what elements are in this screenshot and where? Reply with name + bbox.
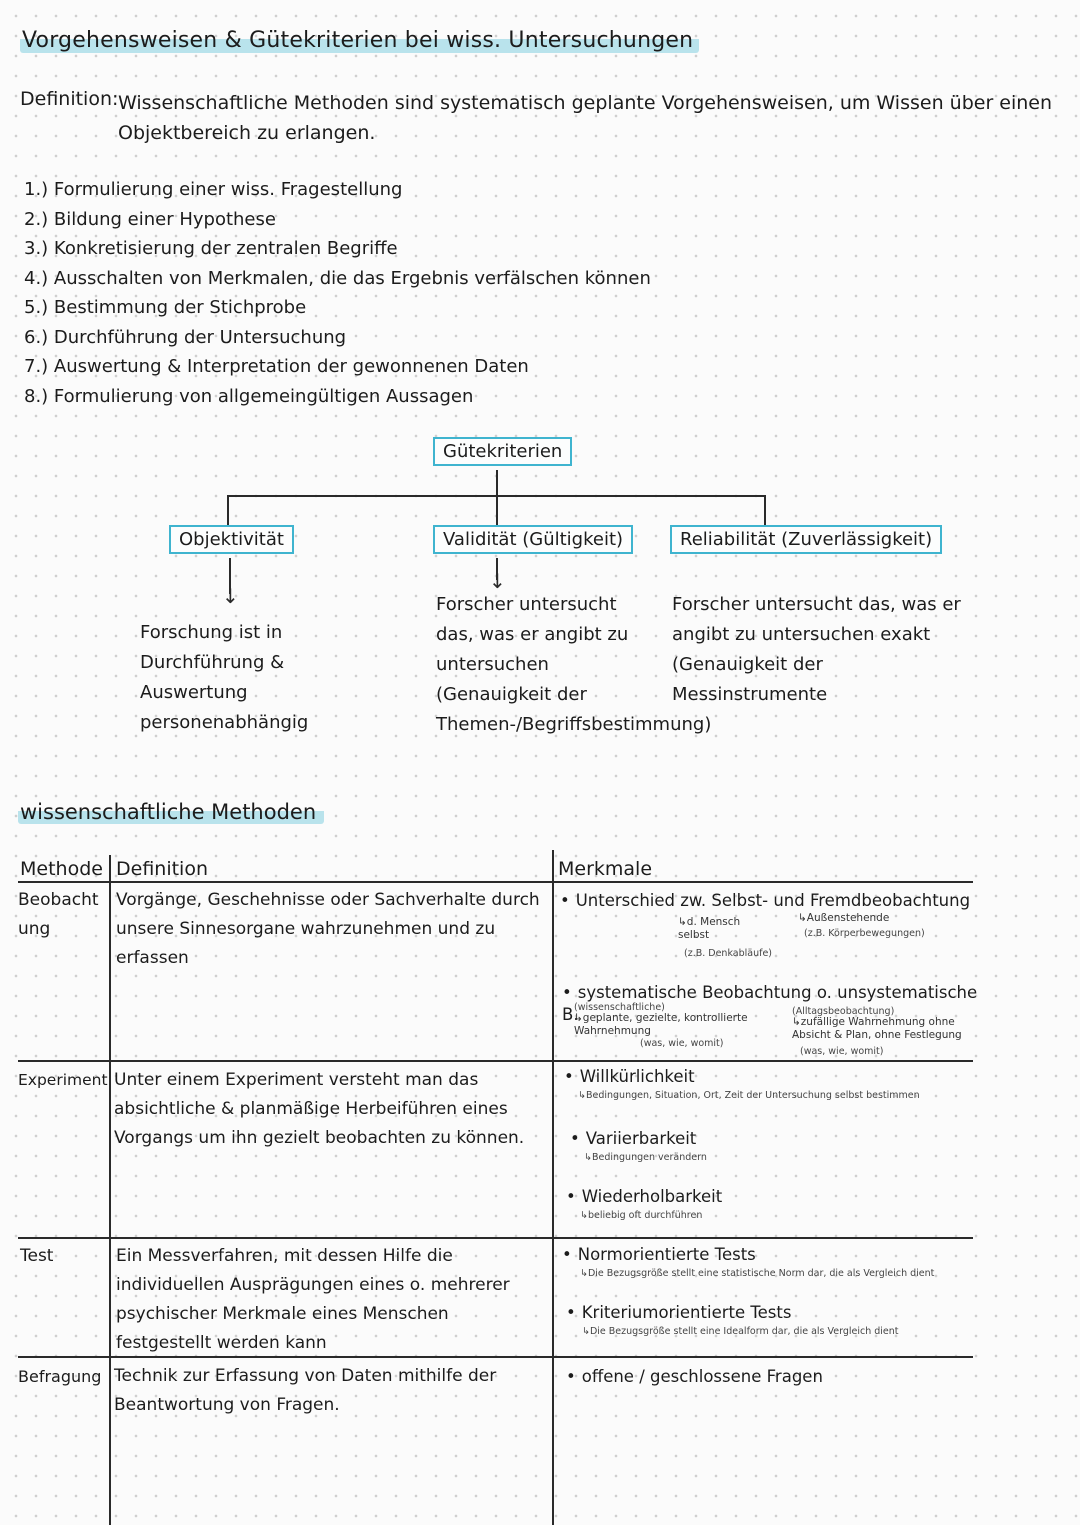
method-name: Experiment xyxy=(18,1071,108,1089)
validitaet-text: Forscher untersucht das, was er angibt zu untersuchen (Genauigkeit der Themen-/Begriffsbestimmung) xyxy=(436,594,712,735)
feature-example: (z.B. Denkabläufe) xyxy=(684,948,773,959)
step-item: 1.) Formulierung einer wiss. Fragestellung xyxy=(24,179,403,200)
feature-sub: ↳Bedingungen, Situation, Ort, Zeit der Untersuchung selbst bestimmen xyxy=(578,1090,920,1101)
method-definition: Ein Messverfahren, mit dessen Hilfe die individuellen Ausprägungen eines o. mehrerer psychischer Merkmale eines Menschen festgestellt werden kann xyxy=(116,1246,510,1353)
step-item: 2.) Bildung einer Hypothese xyxy=(24,208,276,230)
feature-item: • Wiederholbarkeit xyxy=(566,1186,722,1208)
table-header: Merkmale xyxy=(558,858,653,880)
feature-item: • Variierbarkeit xyxy=(570,1128,696,1150)
objektivitaet-box: Objektivität xyxy=(169,525,294,554)
table-header: Methode xyxy=(20,858,103,880)
table-row-rule xyxy=(18,1237,973,1239)
step-item: 4.) Ausschalten von Merkmalen, die das Ergebnis verfälschen können xyxy=(24,267,651,289)
page-title: Vorgehensweisen & Gütekriterien bei wiss. Untersuchungen xyxy=(20,28,699,53)
reliabilitaet-box: Reliabilität (Zuverlässigkeit) xyxy=(670,525,942,554)
objektivitaet-text: Forschung ist in Durchführung & Auswertung personenabhängig xyxy=(140,622,309,733)
feature-sub: ↳beliebig oft durchführen xyxy=(580,1210,703,1221)
method-name: Beobachtung xyxy=(18,890,99,939)
feature-sub: ↳Die Bezugsgröße stellt eine Idealform dar, die als Vergleich dient xyxy=(582,1326,899,1337)
feature-example: (was, wie, womit) xyxy=(800,1046,884,1057)
feature-example: (was, wie, womit) xyxy=(640,1038,724,1049)
step-item: 3.) Konkretisierung der zentralen Begriffe xyxy=(24,238,398,259)
feature-item: • Normorientierte Tests xyxy=(562,1244,756,1266)
feature-item: • systematische Beobachtung o. unsystematische B. xyxy=(562,982,982,1026)
feature-sub: ↳d. Mensch selbst xyxy=(678,916,741,941)
tree-connector xyxy=(764,495,766,525)
tree-connector xyxy=(496,495,498,525)
feature-sub: ↳Bedingungen verändern xyxy=(584,1152,707,1163)
method-name: Befragung xyxy=(18,1367,102,1386)
definition-text: Wissenschaftliche Methoden sind systematisch geplante Vorgehensweisen, um Wissen über einen Objektbereich zu erlangen. xyxy=(118,92,1053,144)
feature-item: • Kriteriumorientierte Tests xyxy=(566,1302,791,1324)
table-row-rule xyxy=(18,1060,973,1062)
guetekriterien-root-box: Gütekriterien xyxy=(433,437,572,466)
feature-item: • Willkürlichkeit xyxy=(564,1066,695,1088)
validitaet-box: Validität (Gültigkeit) xyxy=(433,525,633,554)
table-header-rule xyxy=(18,881,973,883)
method-name: Test xyxy=(20,1246,54,1266)
table-column-rule xyxy=(109,855,111,1525)
feature-sub: ↳Die Bezugsgröße stellt eine statistische Norm dar, die als Vergleich dient xyxy=(580,1268,935,1279)
step-item: 6.) Durchführung der Untersuchung xyxy=(24,326,347,348)
feature-sub: ↳Außenstehende xyxy=(798,912,890,924)
tree-connector xyxy=(496,470,498,496)
table-header: Definition xyxy=(116,858,209,880)
feature-item: • offene / geschlossene Fragen xyxy=(566,1366,823,1388)
feature-sub: ↳zufällige Wahrnehmung ohne Absicht & Plan, ohne Festlegung xyxy=(792,1016,962,1041)
feature-tag: (Alltagsbeobachtung) xyxy=(792,1006,895,1017)
table-column-rule xyxy=(552,850,554,1525)
reliabilitaet-text: Forscher untersucht das, was er angibt zu untersuchen exakt (Genauigkeit der Messinstrumente xyxy=(672,594,961,705)
definition-label: Definition: xyxy=(20,88,119,110)
method-definition: Unter einem Experiment versteht man das absichtliche & planmäßige Herbeiführen eines Vorgangs um ihn gezielt beobachten zu können. xyxy=(114,1070,525,1148)
method-definition: Vorgänge, Geschehnisse oder Sachverhalte durch unsere Sinnesorgane wahrzunehmen und zu erfassen xyxy=(116,890,540,968)
feature-tag: (wissenschaftliche) xyxy=(574,1002,665,1013)
methods-heading: wissenschaftliche Methoden xyxy=(18,800,324,824)
method-definition: Technik zur Erfassung von Daten mithilfe der Beantwortung von Fragen. xyxy=(114,1366,497,1415)
feature-item: • Unterschied zw. Selbst- und Fremdbeobachtung xyxy=(560,890,980,912)
step-item: 8.) Formulierung von allgemeingültigen Aussagen xyxy=(24,385,474,407)
tree-connector xyxy=(227,495,229,525)
arrow-down-icon: ↓ xyxy=(222,584,239,608)
step-item: 5.) Bestimmung der Stichprobe xyxy=(24,297,307,318)
feature-sub: ↳geplante, gezielte, kontrollierte Wahrnehmung xyxy=(574,1012,748,1037)
steps-list xyxy=(24,175,651,411)
arrow-down-icon: ↓ xyxy=(489,569,506,593)
feature-example: (z.B. Körperbewegungen) xyxy=(804,928,925,939)
step-item: 7.) Auswertung & Interpretation der gewonnenen Daten xyxy=(24,356,529,377)
